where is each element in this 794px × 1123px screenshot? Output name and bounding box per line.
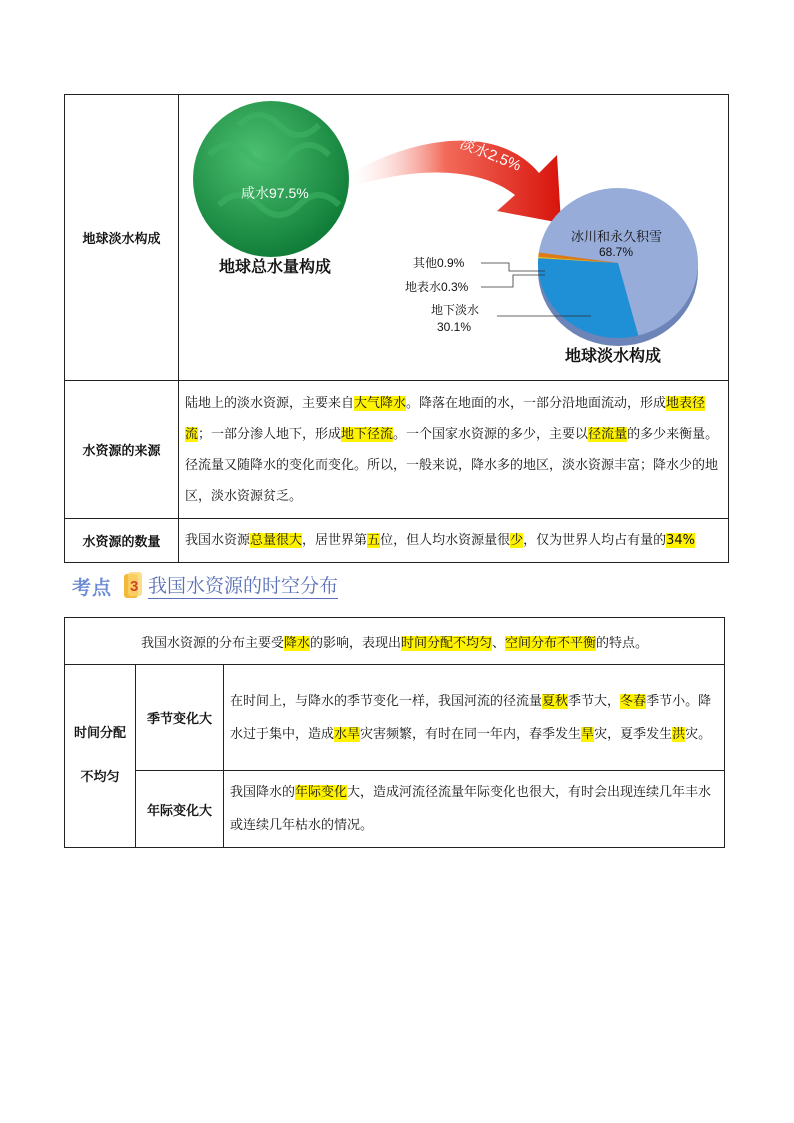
salt-water-globe [193,101,349,257]
text-segment: 季节大， [568,693,621,709]
leader-surface [481,275,545,287]
highlight-summer-autumn: 夏秋 [542,693,569,709]
text-segment: 的多少来衡量。径流量又随降水的变化而变化。所以，一般来说，降水多的地区，淡水资源丰富；降水少的地区，淡水资源贫乏。 [185,426,719,504]
highlight-atmospheric-precipitation: 大气降水 [354,395,407,411]
text-segment: 我国水资源 [185,533,251,548]
subhead-yearly: 年际变化大 [136,771,224,848]
row-head-water-quantity: 水资源的数量 [65,519,179,563]
text-segment: 我国降水的 [230,785,296,800]
svg-text:3: 3 [130,578,139,595]
pie-value-glacier: 68.7% [599,245,634,259]
text-segment: 的特点。 [596,635,649,651]
row-head-time-uneven [65,665,136,848]
distribution-intro [65,618,725,665]
highlight-flood-drought: 水旱 [334,726,361,742]
text-segment: 、 [492,635,506,651]
text-segment: 陆地上的淡水资源，主要来自 [185,395,355,411]
pie-label-groundwater: 地下淡水 [431,303,480,317]
text-segment: 灾。 [685,726,712,742]
row-head-line: 时间分配 [73,726,126,741]
text-segment: 灾，夏季发生 [594,726,673,742]
text-segment: 大，造成河流径流量年际变化也很大，有时会出现连续几年丰水或连续几年枯水的情况。 [230,785,712,833]
kaodian-label: 考点 [72,576,113,599]
distribution-table [64,617,725,848]
number-three-icon [122,572,142,600]
text-segment: 位，但人均水资源量很 [380,533,511,548]
water-source-text [179,381,729,519]
text-segment: ，仅为世界人均占有量的 [523,533,667,548]
salt-water-label: 咸水97.5% [241,185,309,201]
freshwater-arrow [351,141,561,223]
text-segment: 在时间上，与降水的季节变化一样，我国河流的径流量 [230,693,543,709]
text-segment: 。降落在地面的水，一部分沿地面流动，形成 [406,395,667,411]
text-segment: ；一部分渗人地下，形成 [198,426,342,442]
seasonal-text [224,665,725,771]
highlight-underground-runoff: 地下径流 [341,426,394,442]
highlight-drought: 旱 [581,726,595,742]
water-quantity-text [179,519,729,563]
row-head-line: 不均匀 [80,770,120,785]
highlight-interannual: 年际变化 [295,785,348,800]
highlight-flood: 洪 [672,726,686,742]
leader-other [481,263,545,271]
highlight-precipitation: 降水 [283,635,310,651]
highlight-surface-runoff: 地表径流 [185,395,706,442]
pie-value-groundwater: 30.1% [437,320,472,334]
freshwater-chart [179,95,729,381]
highlight-winter-spring: 冬春 [620,693,647,709]
freshwater-pie [538,188,698,338]
total-water-title: 地球总水量构成 [219,259,332,276]
pie-label-glacier: 冰川和永久积雪 [571,229,663,244]
pie-label-surface: 地表水0.3% [405,280,469,294]
pie-label-other: 其他0.9% [413,256,465,270]
text-segment: 的影响，表现出 [309,635,401,651]
text-segment: ，居世界第 [302,533,368,548]
arrow-label: 淡水2.5% [457,134,524,175]
water-composition-table [64,94,729,563]
highlight-total-large: 总量很大 [250,533,303,548]
text-segment: 我国水资源的分布主要受 [140,635,284,651]
fresh-water-title: 地球淡水构成 [565,348,662,365]
row-head-freshwater-composition: 地球淡水构成 [65,95,179,381]
text-segment: 。一个国家水资源的多少，主要以 [393,426,589,442]
section-heading [72,569,338,603]
highlight-rank-five: 五 [367,533,381,548]
subhead-seasonal: 季节变化大 [136,665,224,771]
highlight-runoff-volume: 径流量 [588,426,628,442]
highlight-percentage: 34% [666,533,696,548]
text-segment: 季节小。降水过于集中，造成 [230,693,712,742]
text-segment: 灾害频繁，有时在同一年内，春季发生 [360,726,582,742]
yearly-text [224,771,725,848]
highlight-space-unbalanced: 空间分布不平衡 [505,635,597,651]
row-head-water-source: 水资源的来源 [65,381,179,519]
section-title: 我国水资源的时空分布 [148,574,339,597]
highlight-time-uneven: 时间分配不均匀 [400,635,492,651]
highlight-few: 少 [510,533,524,548]
freshwater-chart-svg [179,95,728,380]
